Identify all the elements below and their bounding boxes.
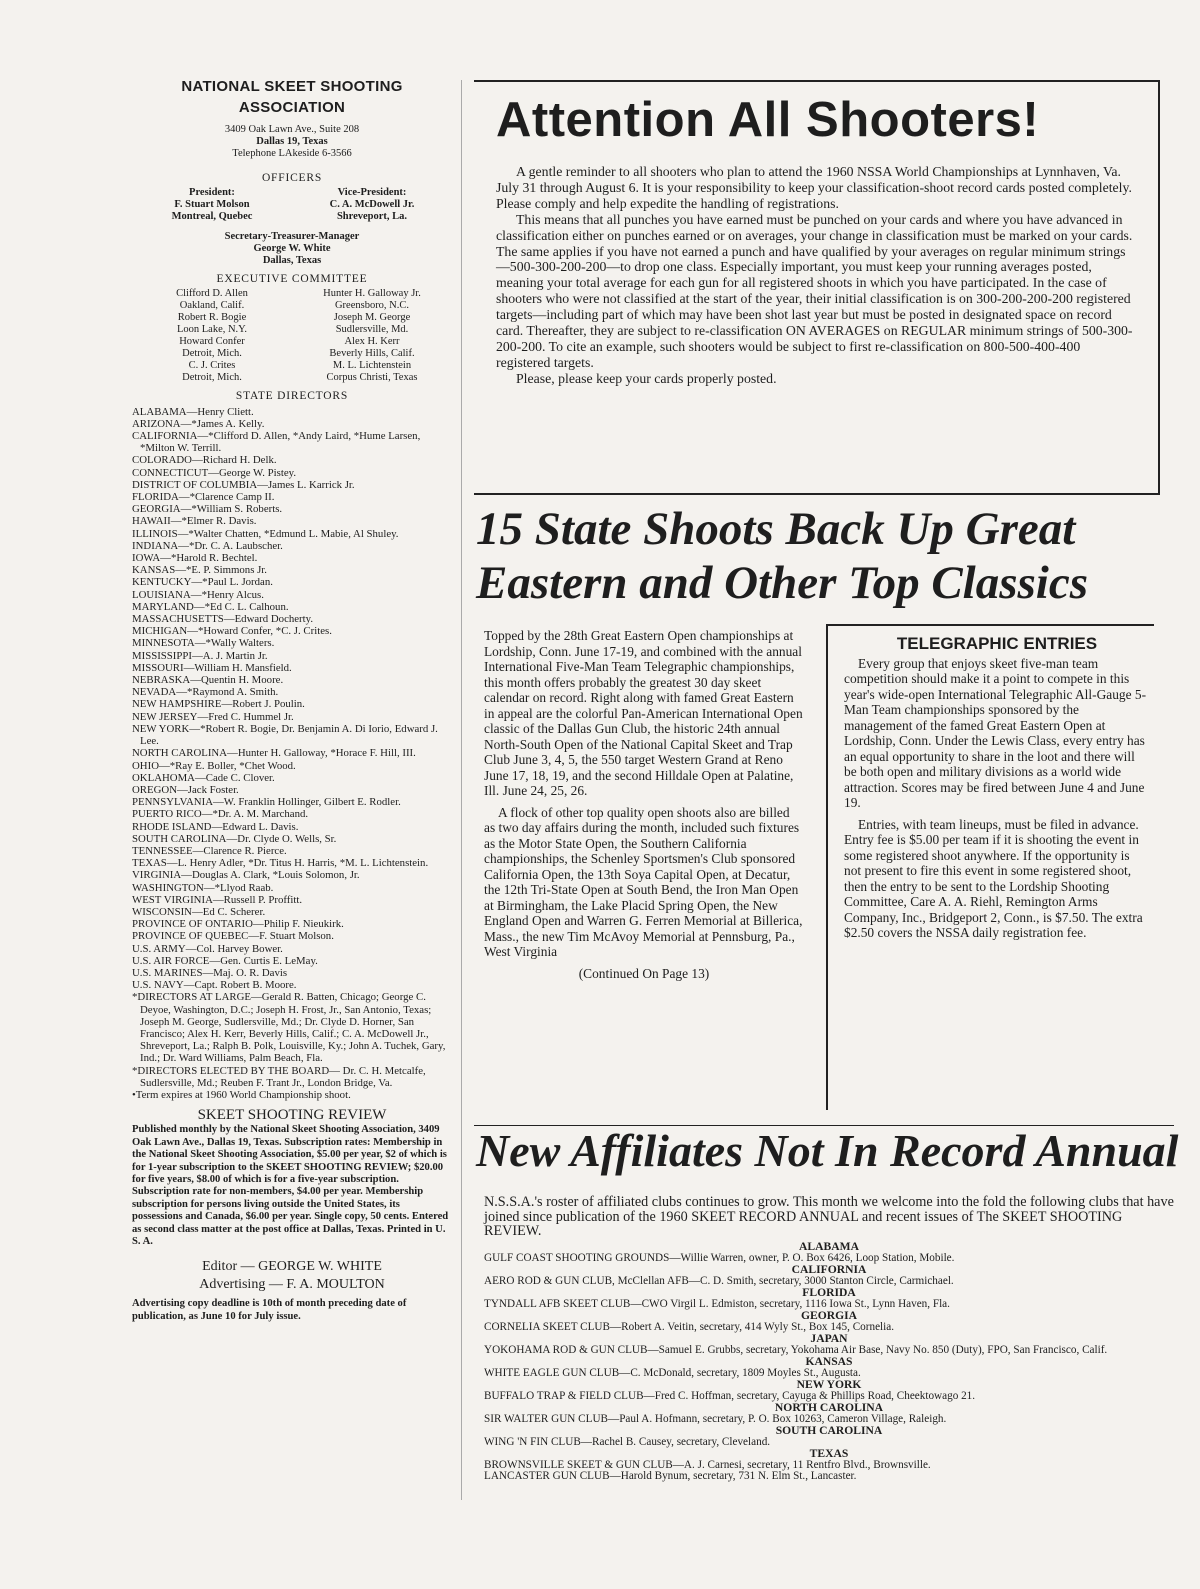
affiliate-state-heading: FLORIDA — [802, 1286, 856, 1299]
article-paragraph: A flock of other top quality open shoots also are billed as two day affairs during the month, included such fixtures as the Motor State Open, the Southern California championships, the Schenley Sportsmen's Club sponsored California Open, the 13th Soya Capital Open, at Decatur, the 12th Tri-State Open at South Bend, the Iron Man Open at Birmingham, the Lake Placid Spring Open, the New England Open and Warren G. Ferren Memorial at Billerica, Mass., the new Tim McAvoy Memorial at Pennsburg, Pa., West Virginia — [484, 804, 803, 959]
affiliates-intro: N.S.S.A.'s roster of affiliated clubs continues to grow. This month we welcome into the fold the following clubs that have joined since publication of the 1960 SKEET RECORD ANNUAL and recent issues of The SKEET SHOOTING REVIEW. — [484, 1194, 1174, 1240]
officers-heading: OFFICERS — [261, 172, 323, 184]
article-paragraph: Topped by the 28th Great Eastern Open championships at Lordship, Conn. June 17-19, and combined with the annual International Five-Man Team Telegraphic championships, this month offers probably the greatest 30 day skeet calendar on record. Right along with famed Great Eastern in appeal are the colorful Pan-American International Open classic of the Dallas Gun Club, the historic 24th annual North-South Open of the National Capital Skeet and Trap Club June 3, 4, 5, the 550 target Western Grand at Reno June 17, 18, 19, and the second Hilldale Open at Palatine, Ill. June 24, 25, 26. — [484, 628, 803, 798]
vp-title: Vice-President: — [337, 187, 407, 199]
state-directors-list — [132, 406, 452, 1102]
state-director-entry: SOUTH CAROLINA—Dr. Clyde O. Wells, Sr. — [132, 832, 337, 845]
affiliate-state-heading: TEXAS — [809, 1447, 849, 1460]
affiliate-state-heading: NORTH CAROLINA — [774, 1401, 884, 1414]
affiliate-club-entry: AERO ROD & GUN CLUB, McClellan AFB—C. D. Smith, secretary, 3000 Stanton Circle, Carmichael. — [484, 1274, 954, 1287]
org-name-line1: NATIONAL SKEET SHOOTING — [181, 78, 403, 95]
state-director-entry: OHIO—*Ray E. Boller, *Chet Wood. — [132, 759, 296, 772]
exec-right-line: Beverly Hills, Calif. — [329, 348, 415, 360]
state-director-entry: LOUISIANA—*Henry Alcus. — [132, 588, 264, 601]
affiliate-club-entry: WHITE EAGLE GUN CLUB—C. McDonald, secretary, 1809 Moyles St., Augusta. — [484, 1366, 861, 1379]
affiliate-state-heading: SOUTH CAROLINA — [775, 1424, 883, 1437]
state-director-entry: U.S. MARINES—Maj. O. R. Davis — [132, 966, 288, 979]
telegraphic-article — [844, 636, 1150, 947]
state-director-entry: FLORIDA—*Clarence Camp II. — [132, 491, 275, 504]
state-director-entry: PENNSYLVANIA—W. Franklin Hollinger, Gilbert E. Rodler. — [132, 796, 401, 809]
affiliates-list — [484, 1241, 1174, 1483]
affiliate-club-entry: GULF COAST SHOOTING GROUNDS—Willie Warren, owner, P. O. Box 6426, Loop Station, Mobile. — [484, 1251, 955, 1264]
state-shoots-headline — [476, 502, 1176, 610]
state-director-entry: *DIRECTORS AT LARGE—Gerald R. Batten, Chicago; George C. Deyoe, Washington, D.C.; Joseph H. Frost, Jr., San Antonio, Texas; Joseph M. George, Sudlersville, Md.; Dr. Clyde D. Horner, San Francisco; Alex H. Kerr, Beverly Hills, Calif.; C. A. McDowell Jr., Shreveport, La.; Ralph B. Polk, Louisville, Ky.; John A. Tuchek, Gary, Ind.; Dr. Ward Williams, Palm Beach, Fla. — [132, 991, 446, 1065]
state-director-entry: CONNECTICUT—George W. Pistey. — [132, 466, 297, 479]
state-director-entry: VIRGINIA—Douglas A. Clark, *Louis Solomon, Jr. — [132, 869, 360, 882]
state-director-entry: NEW JERSEY—Fred C. Hummel Jr. — [132, 710, 294, 723]
state-director-entry: RHODE ISLAND—Edward L. Davis. — [132, 820, 299, 833]
ad-deadline: Advertising copy deadline is 10th of month preceding date of publication, as June 10 for July issue. — [132, 1298, 407, 1322]
advertising-line: Advertising — F. A. MOULTON — [199, 1277, 385, 1293]
affiliate-club-entry: SIR WALTER GUN CLUB—Paul A. Hofmann, secretary, P. O. Box 10263, Cameron Village, Raleigh. — [484, 1412, 947, 1425]
exec-left-line: Detroit, Mich. — [182, 372, 242, 384]
exec-right-line: Joseph M. George — [333, 312, 411, 324]
attention-paragraph: This means that all punches you have earned must be punched on your cards and where you have advanced in classification either on punches earned or on averages, your change in classification must be marked on your cards. The same applies if you have not earned a punch and have qualified by your averages on regular minimum strings—500-300-200-200—to drop one class. Especially important, you must keep your running averages posted, meaning your total average for each gun for all registered shoots in which you have participated. In the case of shooters who were not classified at the start of the year, their initial classification is on 300-200-200-200 registered targets—including part of which may have been shot last year but must be posted in designated space on record card. Thereafter, they are subject to re-classification ON AVERAGES on REGULAR minimum strings of 500-300-200-200. To cite an example, such shooters would be subject to first re-classification on 800-500-400-400 registered targets. — [496, 211, 1133, 370]
state-director-entry: TEXAS—L. Henry Adler, *Dr. Titus H. Harris, *M. L. Lichtenstein. — [132, 857, 429, 870]
state-director-entry: OKLAHOMA—Cade C. Clover. — [132, 771, 275, 784]
exec-right-line: Greensboro, N.C. — [334, 300, 410, 312]
exec-right-line: Alex H. Kerr — [344, 336, 400, 348]
president-city: Montreal, Quebec — [171, 211, 253, 223]
masthead-column — [132, 76, 452, 1323]
exec-right-line: Hunter H. Galloway Jr. — [323, 288, 421, 300]
state-director-entry: WEST VIRGINIA—Russell P. Proffitt. — [132, 893, 303, 906]
telegraphic-paragraph: Every group that enjoys skeet five-man team competition should make it a point to compete in this year's wide-open International Telegraphic All-Gauge 5-Man Team championships sponsored by the management of the famed Great Eastern Open at Lordship, Conn. Under the Lewis Class, every entry has an equal opportunity to share in the loot and there will be both open and military divisions as a world wide attraction. Scores may be fired between June 4 and June 19. — [844, 655, 1147, 810]
state-shoots-article — [484, 628, 804, 981]
org-name-line2: ASSOCIATION — [238, 99, 346, 116]
affiliate-state-heading: GEORGIA — [800, 1309, 858, 1322]
state-director-entry: HAWAII—*Elmer R. Davis. — [132, 515, 257, 528]
state-director-entry: CALIFORNIA—*Clifford D. Allen, *Andy Laird, *Hume Larsen, *Milton W. Terrill. — [132, 430, 421, 455]
secretary-title: Secretary-Treasurer-Manager — [224, 231, 360, 243]
state-director-entry: MARYLAND—*Ed C. L. Calhoun. — [132, 600, 289, 613]
headline-line1: 15 State Shoots Back Up Great — [476, 503, 1076, 555]
state-director-entry: PROVINCE OF QUEBEC—F. Stuart Molson. — [132, 930, 334, 943]
telegraphic-paragraph: Entries, with team lineups, must be filed in advance. Entry fee is $5.00 per team if it is shooting the event in some registered shoot anywhere. If the opportunity is not present to fire this event in some registered shoot, then the entry to be sent to the Lordship Shooting Committee, Care A. A. Riehl, Remington Arms Company, Inc., Bridgeport 2, Conn., is $7.50. The extra $2.50 covers the NSSA daily registration fee. — [844, 816, 1143, 940]
continued-note: (Continued On Page 13) — [578, 965, 710, 981]
state-director-entry: KANSAS—*E. P. Simmons Jr. — [132, 564, 267, 577]
affiliate-club-entry: BUFFALO TRAP & FIELD CLUB—Fred C. Hoffman, secretary, Cayuga & Phillips Road, Cheektowago 21. — [484, 1389, 976, 1402]
president-title: President: — [189, 187, 235, 199]
headline-line2: Eastern and Other Top Classics — [476, 557, 1089, 609]
exec-left-line: C. J. Crites — [188, 360, 236, 372]
state-director-entry: NEW YORK—*Robert R. Bogie, Dr. Benjamin A. Di Iorio, Edward J. Lee. — [132, 722, 438, 748]
state-director-entry: INDIANA—*Dr. C. A. Laubscher. — [132, 539, 283, 552]
state-director-entry: U.S. ARMY—Col. Harvey Bower. — [132, 942, 283, 955]
vp-name: C. A. McDowell Jr. — [329, 199, 415, 211]
officers-row — [132, 187, 452, 223]
executive-committee — [132, 288, 452, 384]
attention-paragraph: Please, please keep your cards properly posted. — [516, 370, 777, 386]
exec-left-line: Robert R. Bogie — [177, 312, 247, 324]
review-heading: SKEET SHOOTING REVIEW — [197, 1107, 387, 1124]
address-line1: 3409 Oak Lawn Ave., Suite 208 — [224, 124, 360, 135]
state-director-entry: DISTRICT OF COLUMBIA—James L. Karrick Jr. — [132, 478, 355, 491]
exec-left-line: Clifford D. Allen — [176, 288, 248, 300]
exec-right-line: M. L. Lichtenstein — [332, 360, 412, 372]
state-director-entry: U.S. NAVY—Capt. Robert B. Moore. — [132, 979, 297, 992]
affiliate-club-entry: CORNELIA SKEET CLUB—Robert A. Veitin, secretary, 414 Wyly St., Box 145, Cornelia. — [484, 1320, 895, 1333]
affiliate-state-heading: NEW YORK — [796, 1378, 862, 1391]
state-director-entry: MINNESOTA—*Wally Walters. — [132, 637, 275, 650]
state-director-entry: ILLINOIS—*Walter Chatten, *Edmund L. Mabie, Al Shuley. — [132, 527, 399, 540]
state-director-entry: PROVINCE OF ONTARIO—Philip F. Nieukirk. — [132, 918, 344, 931]
state-director-entry: COLORADO—Richard H. Delk. — [132, 454, 277, 467]
telegraphic-heading: TELEGRAPHIC ENTRIES — [896, 634, 1098, 653]
state-director-entry: MASSACHUSETTS—Edward Docherty. — [132, 613, 314, 626]
state-director-entry: •Term expires at 1960 World Championship shoot. — [132, 1088, 351, 1101]
state-directors-heading: STATE DIRECTORS — [235, 390, 349, 403]
state-director-entry: NEBRASKA—Quentin H. Moore. — [132, 674, 284, 687]
state-director-entry: NORTH CAROLINA—Hunter H. Galloway, *Horace F. Hill, III. — [132, 747, 416, 760]
affiliate-club-entry: BROWNSVILLE SKEET & GUN CLUB—A. J. Carnesi, secretary, 11 Rentfro Blvd., Brownsville. — [484, 1458, 931, 1471]
affiliate-state-heading: CALIFORNIA — [791, 1263, 867, 1276]
state-director-entry: GEORGIA—*William S. Roberts. — [132, 503, 283, 516]
state-director-entry: NEW HAMPSHIRE—Robert J. Poulin. — [132, 698, 305, 711]
vp-city: Shreveport, La. — [336, 211, 408, 223]
address-line2: Dallas 19, Texas — [256, 136, 328, 147]
state-director-entry: PUERTO RICO—*Dr. A. M. Marchand. — [132, 808, 309, 821]
exec-right-line: Corpus Christi, Texas — [326, 372, 418, 384]
column-divider — [461, 80, 462, 1500]
attention-body — [496, 164, 1134, 387]
affiliate-club-entry: TYNDALL AFB SKEET CLUB—CWO Virgil L. Edmiston, secretary, 1116 Iowa St., Lynn Haven, Fla. — [484, 1297, 950, 1310]
state-director-entry: NEVADA—*Raymond A. Smith. — [132, 686, 279, 699]
review-body: Published monthly by the National Skeet Shooting Association, 3409 Oak Lawn Ave., Dallas 19, Texas. Subscription rates: Membership in the National Skeet Shooting Association, $5.00 per year, $2 of which is for 1-year subscription to the SKEET SHOOTING REVIEW; $20.00 for five years, $8.00 of which is for a five-year subscription. Subscription rate for non-members, $4.00 per year. Membership subscription for persons living outside the United States, its possessions and Canada, $6.00 per year. Single copy, 50 cents. Entered as second class matter at the post office at Dallas, Texas. Printed in U. S. A. — [132, 1124, 449, 1248]
affiliate-state-heading: KANSAS — [805, 1355, 853, 1368]
state-director-entry: U.S. AIR FORCE—Gen. Curtis E. LeMay. — [132, 954, 318, 967]
state-director-entry: MICHIGAN—*Howard Confer, *C. J. Crites. — [132, 625, 332, 638]
executive-heading: EXECUTIVE COMMITTEE — [216, 273, 368, 286]
state-director-entry: MISSISSIPPI—A. J. Martin Jr. — [132, 649, 268, 662]
attention-paragraph: A gentle reminder to all shooters who plan to attend the 1960 NSSA World Championships at Lynnhaven, Va. July 31 through August 6. It is your responsibility to keep your classification-shoot record cards posted completely. Please comply and help expedite the handling of registrations. — [496, 164, 1132, 211]
exec-left-line: Oakland, Calif. — [179, 300, 245, 312]
affiliate-club-entry: LANCASTER GUN CLUB—Harold Bynum, secretary, 731 N. Elm St., Lancaster. — [484, 1470, 857, 1482]
affiliate-state-heading: JAPAN — [810, 1332, 848, 1345]
state-director-entry: ALABAMA—Henry Cliett. — [132, 405, 254, 418]
state-director-entry: WASHINGTON—*Llyod Raab. — [132, 881, 274, 894]
state-director-entry: WISCONSIN—Ed C. Scherer. — [132, 905, 266, 918]
state-director-entry: *DIRECTORS ELECTED BY THE BOARD— Dr. C. H. Metcalfe, Sudlersville, Md.; Reuben F. Trant Jr., London Bridge, Va. — [132, 1064, 426, 1089]
state-director-entry: OREGON—Jack Foster. — [132, 783, 239, 796]
secretary-city: Dallas, Texas — [262, 255, 322, 267]
secretary-name: George W. White — [253, 243, 331, 255]
state-director-entry: ARIZONA—*James A. Kelly. — [132, 417, 265, 430]
exec-right-line: Sudlersville, Md. — [335, 324, 409, 336]
state-director-entry: KENTUCKY—*Paul L. Jordan. — [132, 576, 273, 589]
exec-left-line: Detroit, Mich. — [182, 348, 242, 360]
affiliate-club-entry: YOKOHAMA ROD & GUN CLUB—Samuel E. Grubbs, secretary, Yokohama Air Base, Navy No. 850 (Duty), FPO, San Francisco, Calif. — [484, 1343, 1108, 1356]
editor-line: Editor — GEORGE W. WHITE — [202, 1259, 382, 1275]
attention-title: Attention All Shooters! — [496, 93, 1040, 147]
affiliate-club-entry: WING 'N FIN CLUB—Rachel B. Causey, secretary, Cleveland. — [484, 1435, 771, 1448]
state-director-entry: MISSOURI—William H. Mansfield. — [132, 661, 292, 674]
exec-left-line: Howard Confer — [179, 336, 245, 348]
state-director-entry: IOWA—*Harold R. Bechtel. — [132, 552, 258, 565]
president-name: F. Stuart Molson — [174, 199, 250, 211]
affiliate-state-heading: ALABAMA — [799, 1240, 859, 1253]
phone-line: Telephone LAkeside 6-3566 — [232, 148, 352, 159]
state-director-entry: TENNESSEE—Clarence R. Pierce. — [132, 844, 287, 857]
exec-left-line: Loon Lake, N.Y. — [176, 324, 248, 336]
affiliates-headline: New Affiliates Not In Record Annual — [476, 1125, 1179, 1176]
